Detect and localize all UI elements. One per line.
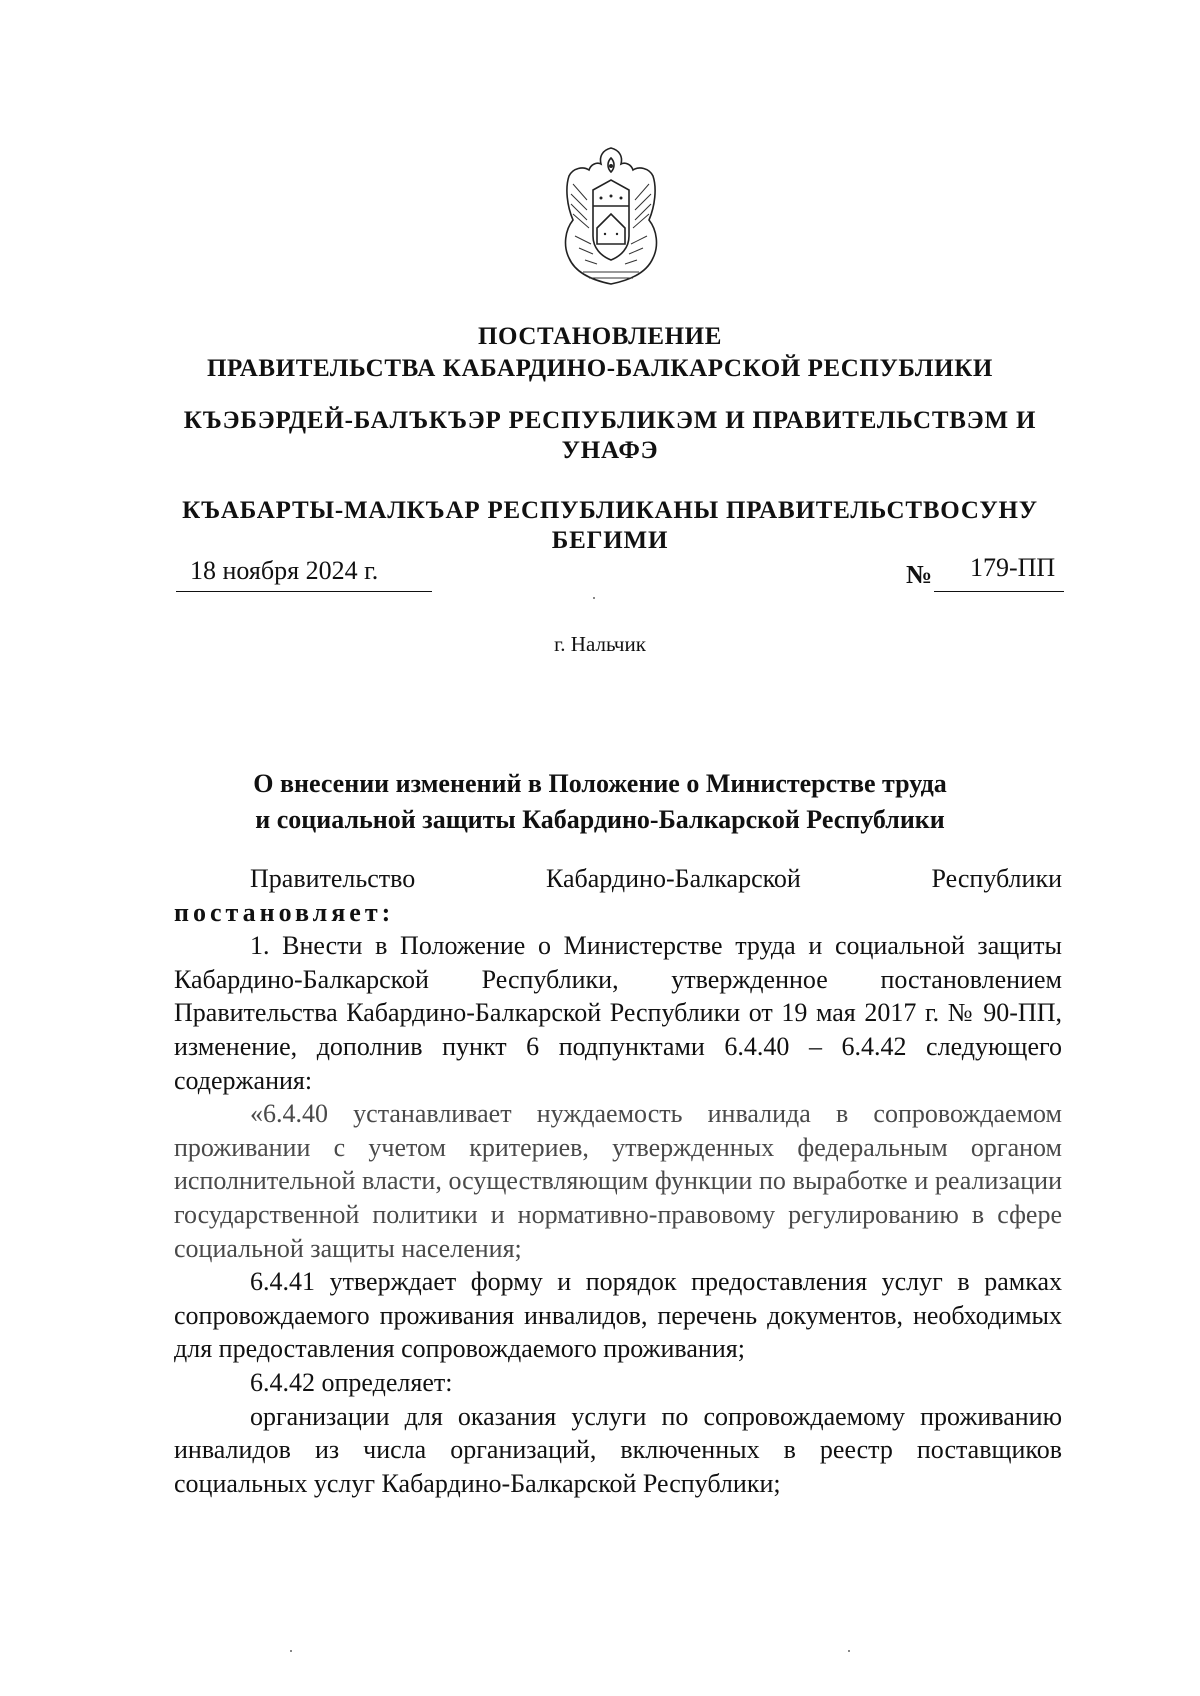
scan-speck: [848, 1650, 850, 1652]
paragraph-organizations: организации для оказания услуги по сопровождаемому проживанию инвалидов из числа организаций, включенных в реестр поставщиков социальных услуг Кабардино-Балкарской Республики;: [174, 1401, 1062, 1498]
balkar-heading: КЪАБАРТЫ-МАЛКЪАР РЕСПУБЛИКАНЫ ПРАВИТЕЛЬСТВОСУНУ БЕГИМИ: [182, 497, 1038, 554]
document-type-heading: ПОСТАНОВЛЕНИЕ: [477, 323, 723, 350]
title-line-1: О внесении изменений в Положение о Министерстве труда: [253, 769, 947, 798]
preamble: Правительство Кабардино-Балкарской Республики: [250, 864, 1062, 893]
title-line-2: и социальной защиты Кабардино-Балкарской Республики: [255, 805, 945, 834]
scan-speck: [593, 597, 595, 599]
decree-word-text: постановляет:: [174, 897, 395, 927]
paragraph-6-4-40: «6.4.40 устанавливает нуждаемость инвалида в сопровождаемом проживании с учетом критериев, утвержденных федеральным органом исполнительной власти, осуществляющим функции по выработке и реализации государственной политики и нормативно-правовому регулированию в сфере социальной защиты населения;: [174, 1099, 1062, 1263]
issuing-authority-heading: ПРАВИТЕЛЬСТВА КАБАРДИНО-БАЛКАРСКОЙ РЕСПУБЛИКИ: [207, 355, 993, 382]
document-title: [150, 766, 1050, 838]
decree-number: 179-ПП: [970, 553, 1056, 582]
decree-date: 18 ноября 2024 г.: [190, 556, 379, 585]
scan-speck: [290, 1650, 292, 1652]
number-underline: [934, 591, 1064, 592]
paragraph-1: 1. Внести в Положение о Министерстве труда и социальной защиты Кабардино-Балкарской Республики, утвержденное постановлением Правительства Кабардино-Балкарской Республики от 19 мая 2017 г. № 90-ПП, изменение, дополнив пункт 6 подпунктами 6.4.40 – 6.4.42 следующего содержания:: [174, 931, 1062, 1095]
document-body: [174, 862, 1062, 1500]
paragraph-6-4-42: 6.4.42 определяет:: [250, 1367, 453, 1397]
kabardian-heading: КЪЭБЭРДЕЙ-БАЛЪКЪЭР РЕСПУБЛИКЭМ И ПРАВИТЕЛЬСТВЭМ И УНАФЭ: [183, 407, 1037, 464]
date-underline: [176, 591, 432, 592]
number-sign: №: [906, 560, 933, 589]
city-line: г. Нальчик: [554, 632, 646, 656]
paragraph-6-4-41: 6.4.41 утверждает форму и порядок предоставления услуг в рамках сопровождаемого проживания инвалидов, перечень документов, необходимых для предоставления сопровождаемого проживания;: [174, 1267, 1062, 1364]
coat-of-arms-emblem: [553, 140, 669, 290]
decree-word: [174, 896, 1062, 930]
